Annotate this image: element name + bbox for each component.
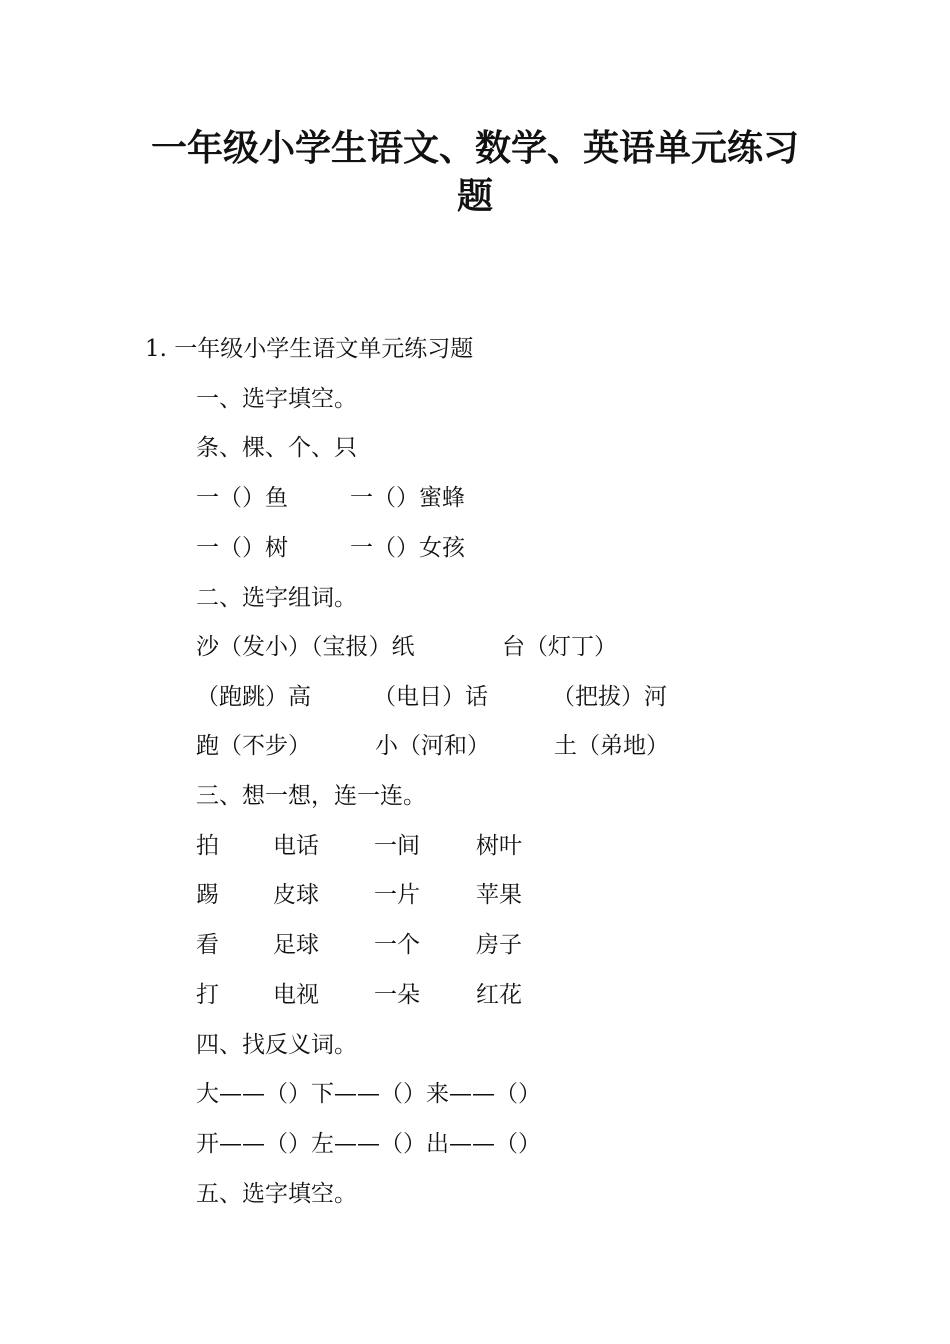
document-title-line-1: 一年级小学生语文、数学、英语单元练习 (150, 128, 799, 169)
q4-row: 大——（）下——（）来——（） (196, 1081, 541, 1107)
q2-heading: 二、选字组词。 (196, 585, 357, 611)
q1-heading: 一、选字填空。 (196, 386, 357, 412)
q3-cell: 树叶 (476, 833, 522, 859)
q2-item: 小（河和） (375, 733, 490, 759)
q3-cell: 皮球 (273, 882, 319, 908)
q3-cell: 一间 (374, 833, 420, 859)
q3-cell: 拍 (196, 833, 219, 859)
q1-item: 一（）树 (196, 535, 288, 561)
q5-heading: 五、选字填空。 (196, 1181, 357, 1207)
q3-cell: 电话 (273, 833, 319, 859)
q3-cell: 一片 (374, 882, 420, 908)
q3-cell: 苹果 (476, 882, 522, 908)
q3-cell: 红花 (476, 982, 522, 1008)
q2-item: 沙（发小）（宝报）纸 (196, 634, 415, 660)
q2-item: 台（灯丁） (502, 634, 617, 660)
q3-cell: 看 (196, 932, 219, 958)
q2-item: （电日）话 (373, 684, 488, 710)
q3-cell: 打 (196, 982, 219, 1008)
q2-item: （跑跳）高 (196, 684, 311, 710)
q1-item: 一（）蜜蜂 (350, 485, 465, 511)
q2-item: 土（弟地） (554, 733, 669, 759)
q1-options: 条、棵、个、只 (196, 435, 357, 461)
q3-cell: 电视 (273, 982, 319, 1008)
q1-item: 一（）鱼 (196, 485, 288, 511)
q3-cell: 足球 (273, 932, 319, 958)
q3-cell: 踢 (196, 882, 219, 908)
document-title-line-2: 题 (456, 176, 493, 217)
q3-cell: 一个 (374, 932, 420, 958)
q3-cell: 房子 (476, 932, 522, 958)
q2-item: （把拔）河 (552, 684, 667, 710)
q4-heading: 四、找反义词。 (196, 1032, 357, 1058)
section-heading: 1. 一年级小学生语文单元练习题 (145, 336, 474, 362)
q2-item: 跑（不步） (196, 733, 311, 759)
q4-row: 开——（）左——（）出——（） (196, 1131, 541, 1157)
q3-cell: 一朵 (374, 982, 420, 1008)
q3-heading: 三、想一想，连一连。 (196, 783, 426, 809)
q1-item: 一（）女孩 (350, 535, 465, 561)
